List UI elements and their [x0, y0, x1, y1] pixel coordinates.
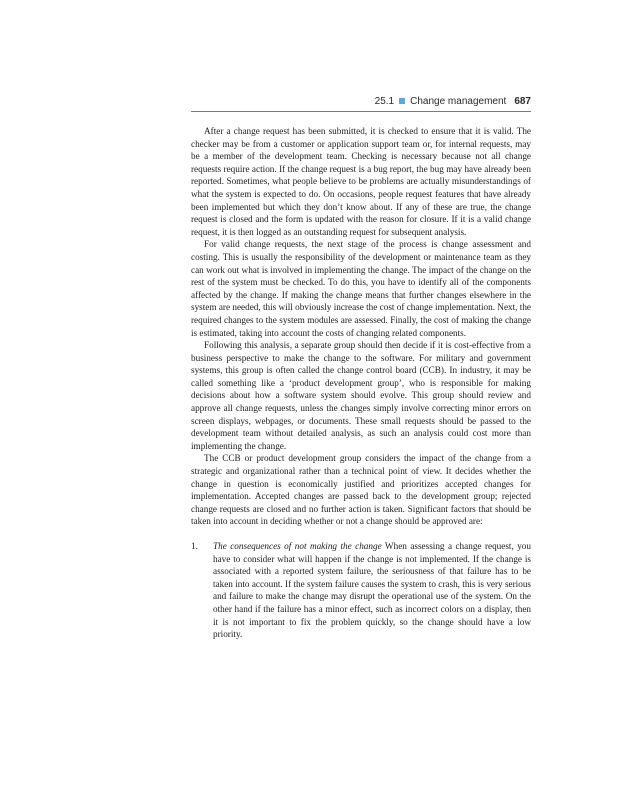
factor-list	[191, 540, 531, 641]
paragraph: For valid change requests, the next stage of the process is change assessment and costing. This is usually the responsibility of the development or maintenance team as they can work out what is involved in implementing the change. The impact of the change on the rest of the system must be checked. To do this, you have to identify all of the components affected by the change. If making the change means that further changes elsewhere in the system are needed, this will obviously increase the cost of change implementation. Next, the required changes to the system modules are assessed. Finally, the cost of making the change is estimated, taking into account the costs of changing related components.	[191, 239, 531, 338]
page-number: 687	[514, 96, 531, 107]
paragraph: Following this analysis, a separate group should then decide if it is cost-effective from a business perspective to make the change to the software. For military and government systems, this group is often called the change control board (CCB). In industry, it may be called something like a ‘product development group’, who is responsible for making decisions about how a software system should evolve. This group should review and approve all change requests, unless the changes simply involve correcting minor errors on screen displays, webpages, or documents. These small requests should be passed to the development team without detailed analysis, as such an analysis could cost more than implementing the change.	[191, 340, 531, 451]
body-text	[191, 125, 531, 641]
paragraph: After a change request has been submitted, it is checked to ensure that it is valid. The checker may be from a customer or application support team or, for internal requests, may be a member of the development team. Checking is necessary because not all change requests require action. If the change request is a bug report, the bug may have already been reported. Sometimes, what people believe to be problems are actually misunderstandings of what the system is expected to do. On occasions, people request features that have already been implemented but which they don’t know about. If any of these are true, the change request is closed and the form is updated with the reason for closure. If it is a valid change request, it is then logged as an outstanding request for subsequent analysis.	[191, 126, 531, 237]
running-header	[191, 96, 531, 108]
section-number: 25.1	[374, 96, 395, 107]
section-marker-icon	[399, 98, 405, 104]
list-item-title: The consequences of not making the change	[213, 541, 382, 551]
chapter-section-title: Change management	[410, 96, 507, 107]
paragraph: The CCB or product development group considers the impact of the change from a strategic and organizational rather than a technical point of view. It decides whether the change in question is economically justified and prioritizes accepted changes for implementation. Accepted changes are passed back to the development group; rejected change requests are closed and no further action is taken. Significant factors that should be taken into account in deciding whether or not a change should be approved are:	[191, 453, 531, 527]
list-item-text: When assessing a change request, you have to consider what will happen if the change is not implemented. If the change is associated with a reported system failure, the seriousness of that failure has to be taken into account. If the system failure causes the system to crash, this is very serious and failure to make the change may disrupt the operational use of the system. On the other hand if the failure has a minor effect, such as incorrect colors on a display, then it is not important to fix the problem quickly, so the change should have a low priority.	[213, 541, 531, 640]
header-rule	[191, 111, 531, 112]
list-item-number: 1.	[191, 541, 198, 551]
list-item	[191, 540, 531, 641]
